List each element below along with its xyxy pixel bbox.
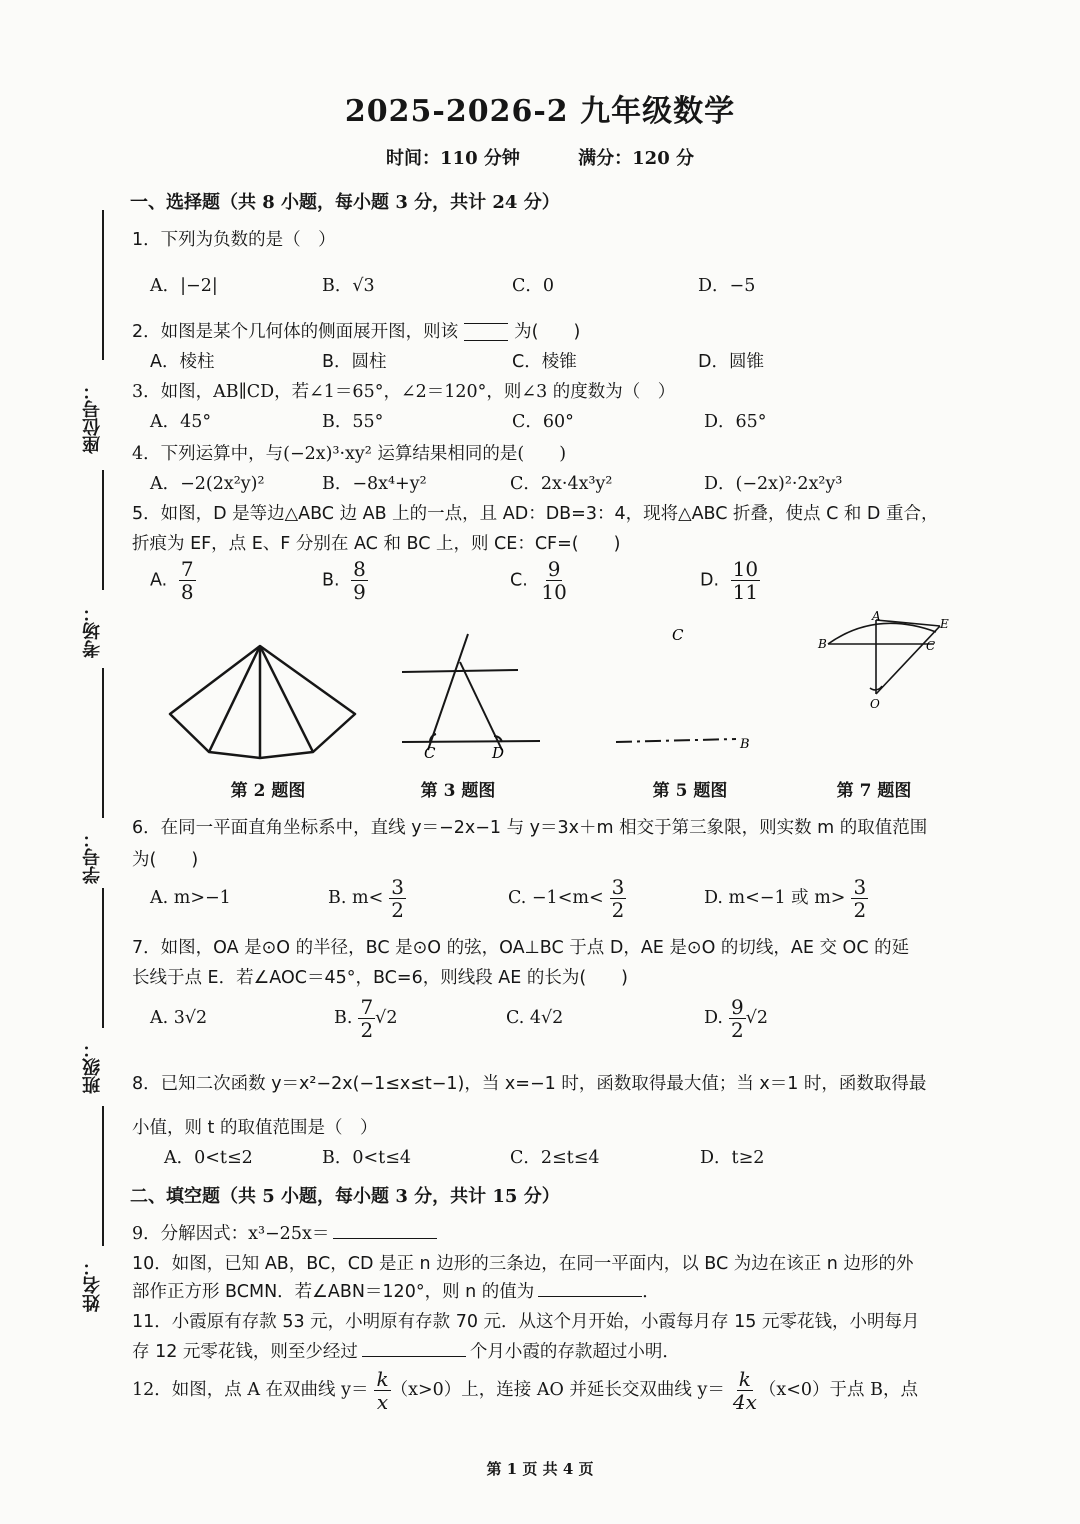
q4-option-a: A．−2(2x²y)² <box>150 474 265 494</box>
question-9: 9．分解因式：x³−25x＝ <box>132 1220 437 1245</box>
fraction: $\frac{k}{4x}$ <box>732 1367 757 1414</box>
line-cd <box>402 741 540 742</box>
base-line <box>616 739 736 742</box>
margin-line <box>102 1106 104 1246</box>
exam-info <box>0 144 1080 170</box>
margin-line <box>102 210 104 360</box>
point-label-c: C <box>424 744 436 762</box>
q8-option-c: C．2≤t≤4 <box>510 1148 600 1168</box>
point-label-c: C <box>926 639 936 653</box>
q1-option-d: D．−5 <box>698 276 756 296</box>
q5-option-d: D. $\frac{10}{11}$ <box>700 557 759 604</box>
q8-option-b: B．0<t≤4 <box>322 1148 411 1168</box>
figure-7-circle <box>816 609 956 712</box>
question-6-line-2: 为( ) <box>132 850 199 870</box>
answer-blank[interactable] <box>333 1220 437 1239</box>
line-ab <box>402 670 518 672</box>
q2-stem-post: 为( ) <box>514 322 581 342</box>
question-11-line-2: 存 12 元零花钱，则至少经过 个月小霞的存款超过小明． <box>132 1338 680 1363</box>
point-label-o: O <box>870 697 880 711</box>
question-7-line-1: 7．如图，OA 是⊙O 的半径，BC 是⊙O 的弦，OA⊥BC 于点 D，AE 是⊙O 的切线，AE 交 OC 的延 <box>132 938 910 958</box>
student-id-label: 学号： <box>82 830 103 884</box>
fraction: $\frac{7}{2}$ <box>360 995 374 1042</box>
seat-label: 座位号： <box>82 382 103 454</box>
q5-option-b: B. $\frac{8}{9}$ <box>322 557 366 604</box>
q4-option-d: D．(−2x)²·2x²y³ <box>704 474 843 494</box>
fraction: $\frac{3}{2}$ <box>391 875 404 922</box>
q2-option-c: C．棱锥 <box>512 352 577 372</box>
q1-option-a: A．|−2| <box>150 276 218 296</box>
fraction: $\frac{8}{9}$ <box>353 557 366 604</box>
q7-option-a: A. 3√2 <box>150 1008 208 1028</box>
point-label-c: C <box>672 626 684 644</box>
point-label-e: E <box>940 617 949 631</box>
net-edge <box>260 646 313 752</box>
q7-option-c: C. 4√2 <box>506 1008 564 1028</box>
q7-option-d: D. $\frac{9}{2}$ √2 <box>704 995 769 1042</box>
point-label-a: A <box>872 609 881 623</box>
q2-covered-box <box>464 323 508 341</box>
q7-option-b: B. $\frac{7}{2}$ √2 <box>334 995 398 1042</box>
question-8-line-1: 8．已知二次函数 y＝x²−2x(−1≤x≤t−1)，当 x=−1 时，函数取得最大值；当 x＝1 时，函数取得最 <box>132 1074 927 1094</box>
question-5-line-1: 5．如图，D 是等边△ABC 边 AB 上的一点，且 AD：DB=3：4，现将△ABC 折叠，使点 C 和 D 重合， <box>132 504 939 524</box>
q3-option-a: A．45° <box>150 412 212 432</box>
transversal <box>428 634 468 750</box>
margin-line <box>102 888 104 1028</box>
figure-2-caption: 第 2 题图 <box>230 781 306 801</box>
net-edge <box>209 646 260 752</box>
point-label-b: B <box>740 737 750 752</box>
question-3: 3．如图，AB∥CD，若∠1＝65°，∠2＝120°，则∠3 的度数为（ ） <box>132 382 676 402</box>
q5-option-a: A. $\frac{7}{8}$ <box>150 557 194 604</box>
net-outline <box>170 646 355 758</box>
q2-option-d: D．圆锥 <box>698 352 764 372</box>
q6-option-b: B. m< $\frac{3}{2}$ <box>328 875 404 922</box>
fraction: $\frac{9}{10}$ <box>541 557 567 604</box>
page-title: 2025-2026-2 九年级数学 <box>344 94 736 129</box>
fraction: $\frac{7}{8}$ <box>180 557 194 604</box>
section-heading-choice: 一、选择题（共 8 小题，每小题 3 分，共计 24 分） <box>130 192 560 213</box>
fraction: $\frac{3}{2}$ <box>611 875 625 922</box>
figure-5-triangle <box>612 620 762 760</box>
question-4: 4．下列运算中，与(−2x)³·xy² 运算结果相同的是( ) <box>132 444 567 464</box>
question-11-line-1: 11．小霞原有存款 53 元，小明原有存款 70 元．从这个月开始，小霞每月存 15 元零花钱，小明每月 <box>132 1312 920 1332</box>
q8-option-d: D．t≥2 <box>700 1148 765 1168</box>
q8-option-a: A．0<t≤2 <box>164 1148 253 1168</box>
question-1: 1．下列为负数的是（ ） <box>132 230 336 250</box>
question-8-line-2: 小值，则 t 的取值范围是（ ） <box>132 1118 378 1138</box>
q1-option-b: B．√3 <box>322 276 375 296</box>
point-label-d: D <box>492 744 505 762</box>
segment-oe <box>876 626 940 694</box>
q2-stem-pre: 2．如图是某个几何体的侧面展开图，则该 <box>132 322 459 342</box>
exam-time: 时间：110 分钟 <box>386 148 520 169</box>
figure-3-caption: 第 3 题图 <box>420 781 496 801</box>
q4-option-c: C．2x·4x³y² <box>510 474 613 494</box>
fraction: $\frac{k}{x}$ <box>376 1367 389 1414</box>
q3-option-b: B．55° <box>322 412 384 432</box>
name-label: 姓名： <box>82 1258 103 1312</box>
q5-option-c: C. $\frac{9}{10}$ <box>510 557 567 604</box>
figure-2-pyramid-net <box>165 640 375 760</box>
figure-5-caption: 第 5 题图 <box>652 781 728 801</box>
q3-option-c: C．60° <box>512 412 574 432</box>
q4-option-b: B．−8x⁴+y² <box>322 474 427 494</box>
question-2 <box>132 318 580 343</box>
arc <box>828 623 936 644</box>
q2-option-b: B．圆柱 <box>322 352 387 372</box>
exam-score: 满分：120 分 <box>578 148 694 169</box>
question-5-line-2: 折痕为 EF，点 E、F 分别在 AC 和 BC 上，则 CE：CF=( ) <box>132 534 621 554</box>
figure-7-caption: 第 7 题图 <box>836 781 912 801</box>
fraction: $\frac{9}{2}$ <box>730 995 744 1042</box>
margin-line <box>102 470 104 590</box>
figure-3-parallel-lines <box>398 632 548 762</box>
class-label: 班级： <box>82 1040 103 1094</box>
q2-option-a: A．棱柱 <box>150 352 215 372</box>
question-6-line-1: 6．在同一平面直角坐标系中，直线 y＝−2x−1 与 y＝3x＋m 相交于第三象限，则实数 m 的取值范围 <box>132 818 928 838</box>
question-10-line-1: 10．如图，已知 AB，BC，CD 是正 n 边形的三条边，在同一平面内，以 BC 为边在该正 n 边形的外 <box>132 1254 914 1274</box>
question-7-line-2: 长线于点 E．若∠AOC＝45°，BC=6，则线段 AE 的长为( ) <box>132 968 629 988</box>
page-footer: 第 1 页 共 4 页 <box>486 1460 594 1478</box>
question-10-line-2: 部作正方形 BCMN．若∠ABN＝120°，则 n 的值为 ． <box>132 1278 660 1303</box>
q6-option-c: C. −1<m< $\frac{3}{2}$ <box>508 875 625 922</box>
q6-option-a: A. m>−1 <box>150 888 231 908</box>
section-heading-fill: 二、填空题（共 5 小题，每小题 3 分，共计 15 分） <box>130 1186 560 1207</box>
margin-line <box>102 668 104 818</box>
question-12: 12．如图，点 A 在双曲线 y＝ $\frac{k}{x}$ （x>0）上，连接 AO 并延长交双曲线 y＝ $\frac{k}{4x}$ （x<0）于点 B，点 <box>132 1367 918 1414</box>
q3-option-d: D．65° <box>704 412 767 432</box>
answer-blank[interactable] <box>538 1278 642 1297</box>
q6-option-d: D. m<−1 或 m> $\frac{3}{2}$ <box>704 875 867 922</box>
fraction: $\frac{3}{2}$ <box>853 875 867 922</box>
point-label-b: B <box>818 637 827 651</box>
exam-room-label: 考场： <box>82 604 103 658</box>
fraction: $\frac{10}{11}$ <box>732 557 759 604</box>
answer-blank[interactable] <box>362 1338 466 1357</box>
q1-option-c: C．0 <box>512 276 555 296</box>
